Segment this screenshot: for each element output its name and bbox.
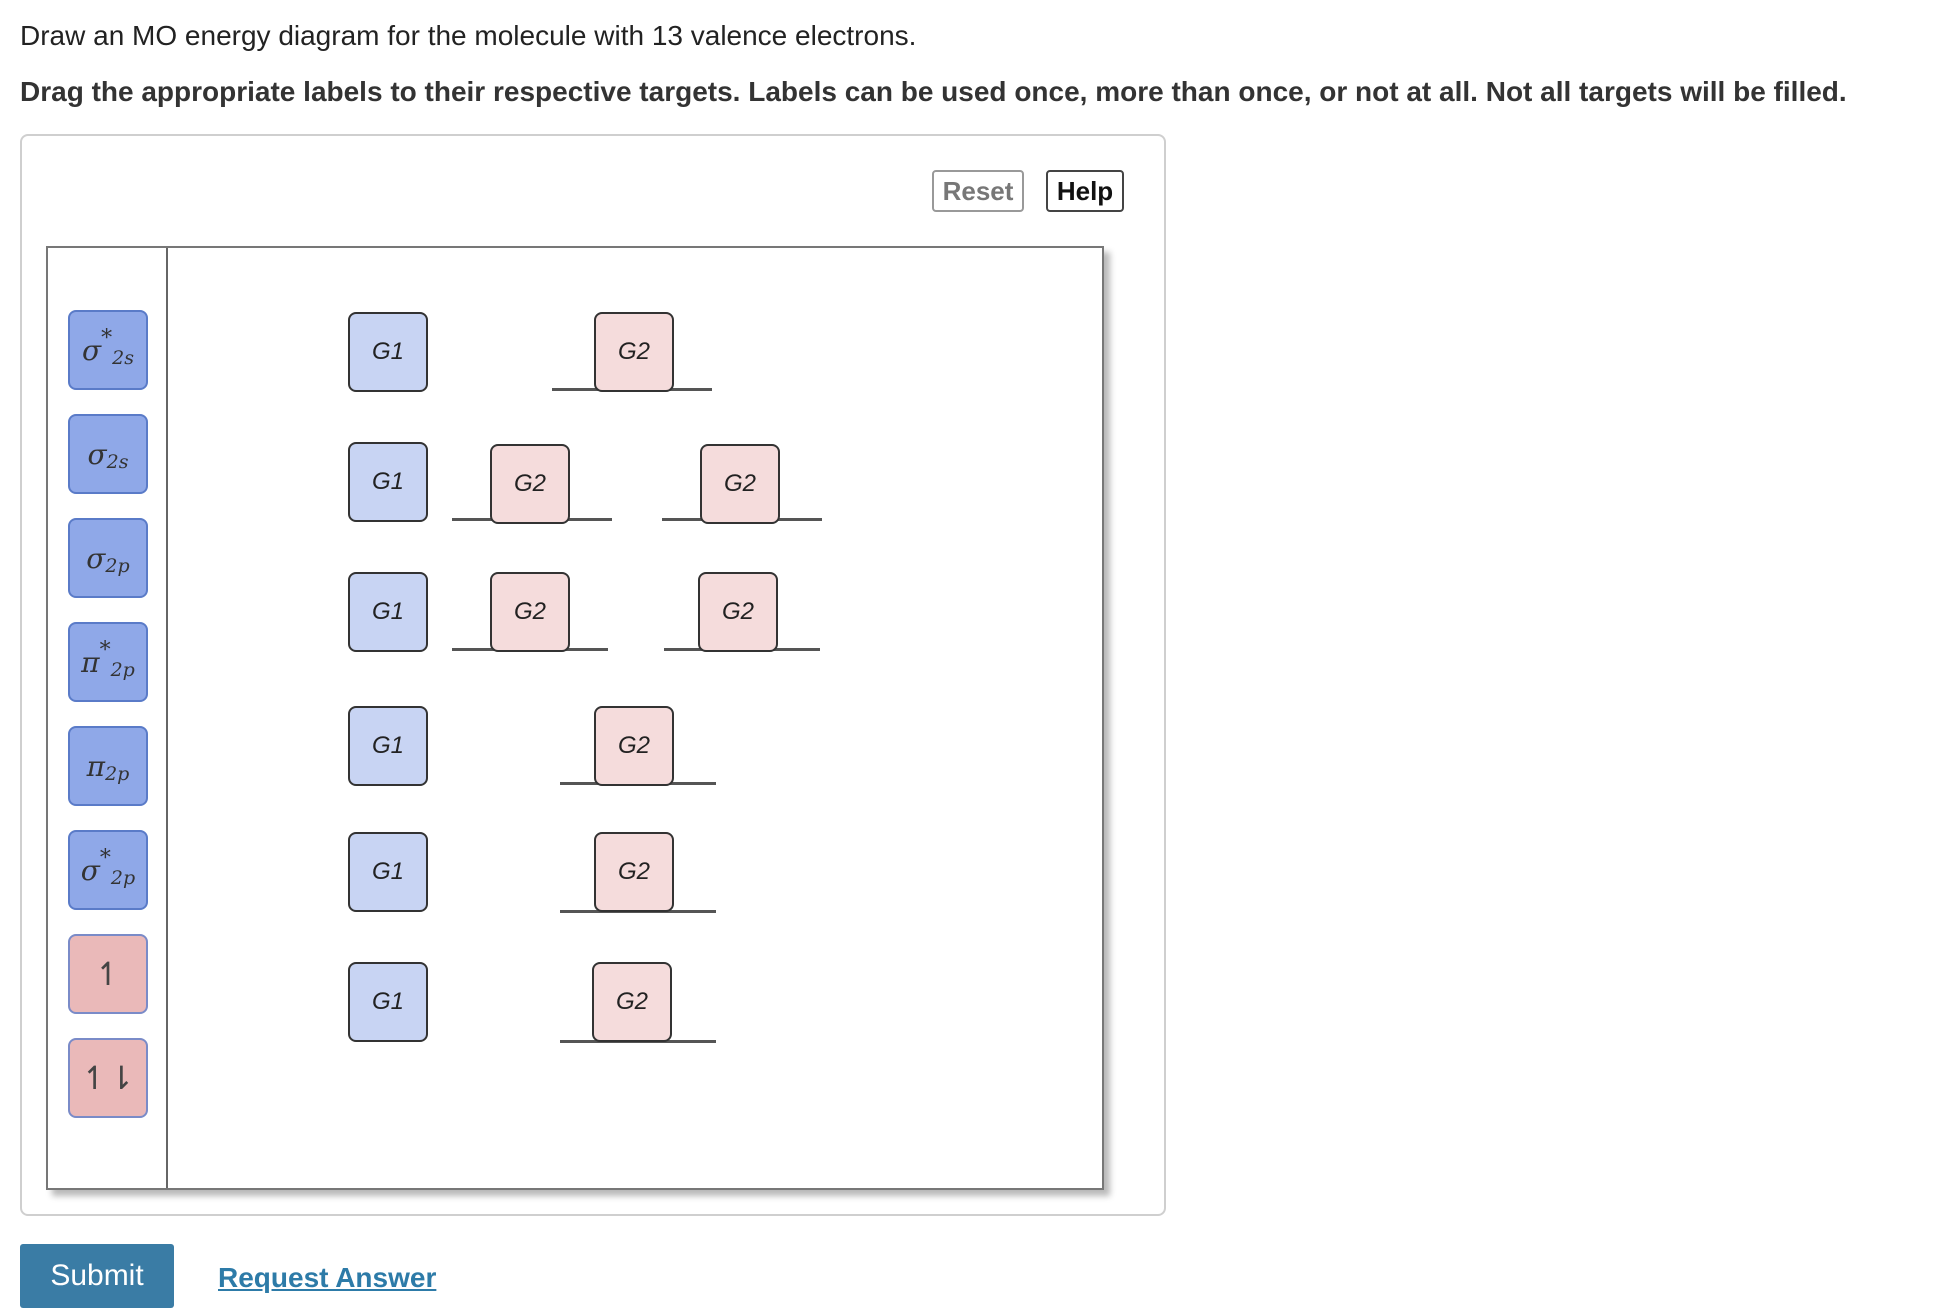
label-sub: 2p: [110, 867, 136, 889]
submit-button[interactable]: Submit: [20, 1244, 174, 1308]
label-symbol: σ: [87, 437, 107, 471]
g2-target-8[interactable]: [592, 962, 672, 1042]
label-sub: 2p: [105, 555, 130, 577]
g1-target-1[interactable]: [348, 312, 428, 392]
label-electron-pair[interactable]: [68, 1038, 148, 1118]
g2-target-text: G2: [617, 338, 650, 365]
request-answer-link[interactable]: Request Answer: [218, 1262, 437, 1293]
label-symbol: π: [86, 749, 106, 783]
question-directions: Drag the appropriate labels to their respective targets. Labels can be used once, more than once, or not at all. Not all targets will be filled.: [20, 76, 1847, 107]
label-symbol: σ: [82, 333, 102, 367]
diagram-workspace: [46, 246, 1104, 1190]
label-sigma-2p[interactable]: [68, 518, 148, 598]
label-pi-2p[interactable]: [68, 726, 148, 806]
g2-target-3[interactable]: [700, 444, 780, 524]
g2-target-text: G2: [513, 598, 546, 625]
g2-target-text: G2: [723, 470, 756, 497]
label-palette: [48, 248, 168, 1188]
label-sigma-star-2p[interactable]: [68, 830, 148, 910]
question-instruction: Draw an MO energy diagram for the molecule with 13 valence electrons.: [20, 20, 917, 51]
g1-target-text: G1: [371, 338, 404, 365]
g2-target-4[interactable]: [490, 572, 570, 652]
label-sigma-star-2s[interactable]: [68, 310, 148, 390]
g1-target-4[interactable]: [348, 706, 428, 786]
single-electron-arrow-icon: ↿: [94, 955, 122, 993]
g2-target-text: G2: [513, 470, 546, 497]
drag-drop-panel: [20, 134, 1166, 1216]
g1-target-text: G1: [371, 988, 404, 1015]
g1-target-3[interactable]: [348, 572, 428, 652]
label-symbol: σ: [86, 541, 106, 575]
label-sup: *: [99, 637, 111, 663]
label-pi-star-2p[interactable]: [68, 622, 148, 702]
reset-button[interactable]: Reset: [932, 170, 1024, 212]
label-sub: 2p: [105, 763, 130, 785]
label-single-electron[interactable]: [68, 934, 148, 1014]
label-sup: *: [101, 325, 113, 351]
g1-target-6[interactable]: [348, 962, 428, 1042]
g2-target-6[interactable]: [594, 706, 674, 786]
g1-target-5[interactable]: [348, 832, 428, 912]
label-symbol: σ: [80, 853, 100, 887]
label-symbol: π: [81, 645, 100, 679]
label-sub: 2s: [106, 451, 129, 473]
g2-target-7[interactable]: [594, 832, 674, 912]
label-sup: *: [99, 845, 111, 871]
g1-target-text: G1: [371, 732, 404, 759]
label-sub: 2s: [112, 347, 134, 369]
help-button[interactable]: Help: [1046, 170, 1124, 212]
g2-target-text: G2: [615, 988, 648, 1015]
label-sigma-2s[interactable]: [68, 414, 148, 494]
g1-target-2[interactable]: [348, 442, 428, 522]
g2-target-5[interactable]: [698, 572, 778, 652]
g2-target-1[interactable]: [594, 312, 674, 392]
g2-target-text: G2: [617, 732, 650, 759]
g1-target-text: G1: [371, 468, 404, 495]
label-sub: 2p: [110, 659, 135, 681]
g2-target-2[interactable]: [490, 444, 570, 524]
g1-target-text: G1: [371, 858, 404, 885]
g2-target-text: G2: [617, 858, 650, 885]
electron-pair-arrows-icon: ↿⇂: [81, 1059, 135, 1097]
g2-target-text: G2: [721, 598, 754, 625]
g1-target-text: G1: [371, 598, 404, 625]
